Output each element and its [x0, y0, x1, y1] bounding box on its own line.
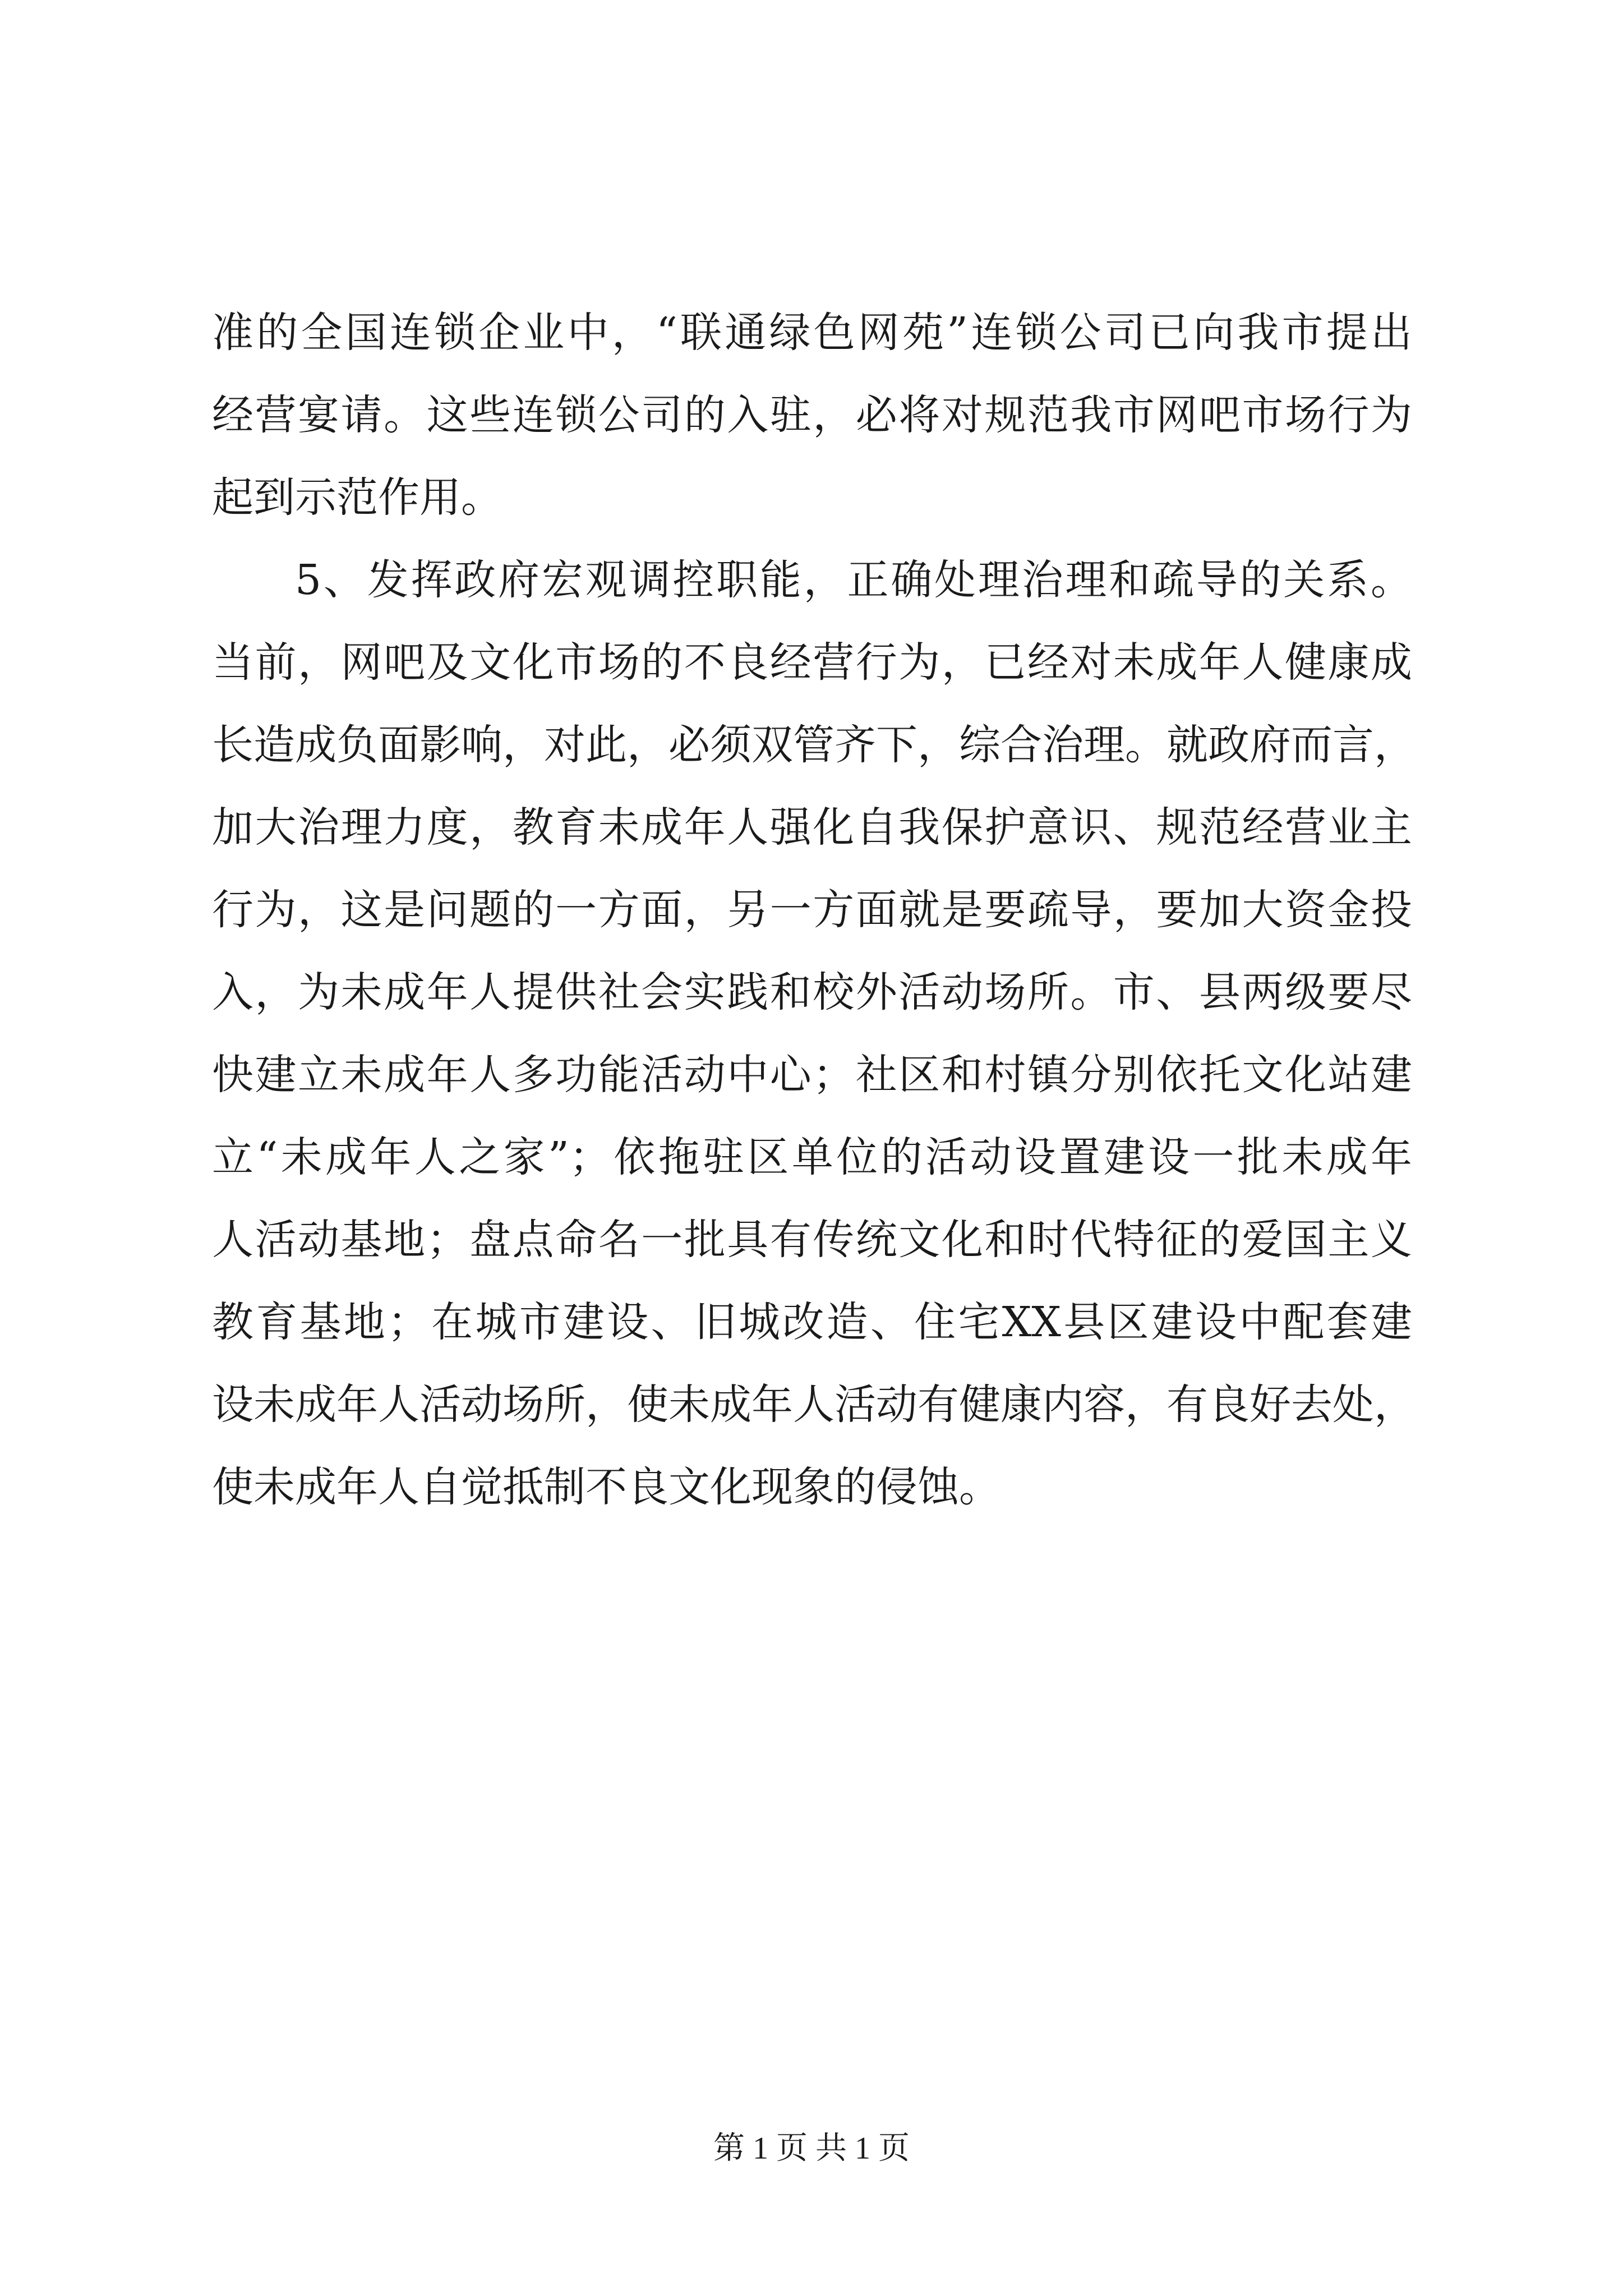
paragraph-2 — [212, 539, 1415, 1529]
paragraph-line: 入，为未成年人提供社会实践和校外活动场所。市、县两级要尽 — [212, 968, 1412, 1016]
paragraph-line: 准的全国连锁企业中，“联通绿色网苑”连锁公司已向我市提出 — [212, 309, 1412, 357]
paragraph-line: 教育基地；在城市建设、旧城改造、住宅XX县区建设中配套建 — [212, 1298, 1412, 1346]
paragraph-line: 快建立未成年人多功能活动中心；社区和村镇分别依托文化站建 — [212, 1051, 1412, 1099]
paragraph-line: 人活动基地；盘点命名一批具有传统文化和时代特征的爱国主义 — [212, 1216, 1412, 1264]
paragraph-line: 当前，网吧及文化市场的不良经营行为，已经对未成年人健康成 — [212, 638, 1412, 687]
paragraph-line: 经营宴请。这些连锁公司的入驻，必将对规范我市网吧市场行为 — [212, 391, 1412, 439]
paragraph-line: 使未成年人自觉抵制不良文化现象的侵蚀。 — [212, 1463, 1000, 1511]
paragraph-line: 设未成年人活动场所，使未成年人活动有健康内容，有良好去处， — [212, 1381, 1415, 1429]
paragraph-line: 起到示范作用。 — [212, 473, 502, 522]
paragraph-line: 立“未成年人之家”；依拖驻区单位的活动设置建设一批未成年 — [212, 1133, 1412, 1181]
paragraph-line: 行为，这是问题的一方面，另一方面就是要疏导，要加大资金投 — [212, 886, 1412, 934]
page-number-footer: 第 1 页 共 1 页 — [713, 2131, 910, 2166]
paragraph-line: 5、发挥政府宏观调控职能，正确处理治理和疏导的关系。 — [295, 556, 1412, 604]
body-text — [212, 292, 1415, 1529]
paragraph-line: 长造成负面影响，对此，必须双管齐下，综合治理。就政府而言， — [212, 721, 1415, 769]
paragraph-line: 加大治理力度，教育未成年人强化自我保护意识、规范经营业主 — [212, 803, 1412, 852]
paragraph-1 — [212, 292, 1412, 539]
